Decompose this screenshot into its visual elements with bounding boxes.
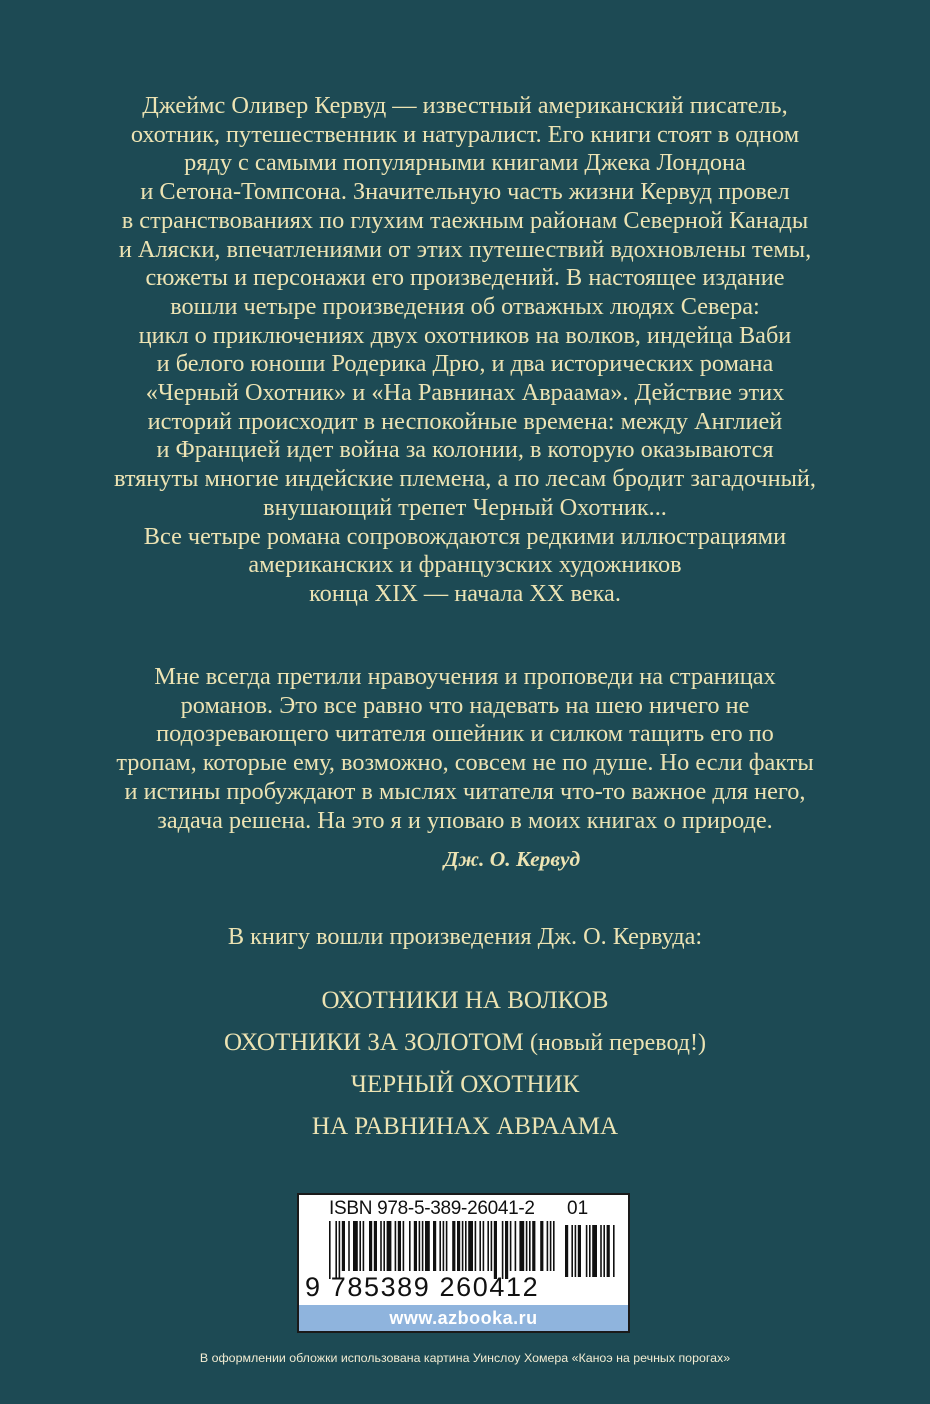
intro-line: внушающий трепет Черный Охотник... (263, 493, 667, 521)
work-title (60, 1022, 870, 1064)
work-title-text: ОХОТНИКИ ЗА ЗОЛОТОМ (224, 1029, 524, 1056)
work-note: (новый перевод!) (529, 1030, 706, 1056)
intro-line: Все четыре романа сопровождаются редкими иллюстрациями (143, 522, 787, 550)
barcode-bar (502, 1221, 504, 1279)
barcode-bar (439, 1221, 441, 1271)
barcode-bar (452, 1221, 455, 1271)
quote-line: и истины пробуждают в мыслях читателя что-то важное для него, (124, 777, 806, 805)
intro-line: и Францией идет война за колонии, в которую оказываются (156, 436, 774, 464)
addon-bar (565, 1225, 568, 1277)
barcode-bar (526, 1221, 528, 1271)
quote-line: подозревающего читателя ошейник и силком тащить его по (156, 720, 774, 748)
barcode-bar (529, 1221, 531, 1271)
barcode-bar (483, 1221, 485, 1271)
barcode-bar (380, 1221, 382, 1271)
publisher-url: www.azbooka.ru (299, 1305, 628, 1331)
intro-line: и белого юноши Родерика Дрю, и два исторических романа (156, 350, 774, 378)
barcode-bar (339, 1221, 341, 1279)
addon-bar (578, 1225, 581, 1277)
intro-paragraph (60, 92, 870, 609)
work-title (60, 1106, 870, 1148)
barcode-bar (515, 1221, 517, 1271)
barcode-bar (462, 1221, 464, 1271)
barcode-bar (369, 1221, 372, 1271)
quote-signature: Дж. О. Кервуд (443, 847, 581, 871)
barcode-bar (433, 1221, 436, 1271)
barcode-bar (383, 1221, 385, 1271)
barcode-bar (547, 1221, 549, 1271)
barcode-bar (443, 1221, 445, 1271)
works-list (60, 980, 870, 1148)
barcode-bar (353, 1221, 358, 1271)
intro-line: Джеймс Оливер Кервуд — известный американский писатель, (142, 92, 788, 119)
intro-line: «Черный Охотник» и «На Равнинах Авраама». Действие этих (145, 379, 785, 407)
barcode-bar (479, 1221, 481, 1271)
barcode-bar (487, 1221, 489, 1271)
intro-line: и Аляски, впечатлениями от этих путешествий вдохновлены темы, (118, 235, 812, 263)
intro-line: конца XIX — начала XX века. (309, 579, 621, 607)
quote-line: романов. Это все равно что надевать на шею ничего не (180, 691, 750, 719)
addon-bar (600, 1225, 602, 1277)
isbn-barcode (297, 1193, 630, 1333)
barcode-bar (519, 1221, 524, 1271)
barcode-bar (550, 1221, 552, 1271)
barcode-bar (342, 1221, 345, 1271)
intro-line: американских и французских художников (248, 551, 682, 579)
intro-line: охотник, путешественник и натуралист. Его книги стоят в одном (130, 120, 800, 148)
barcode-bar (403, 1221, 405, 1271)
barcode-bar (374, 1221, 377, 1271)
barcode-bar (395, 1221, 397, 1271)
intro-line: ряду с самыми популярными книгами Джека Лондона (184, 149, 746, 177)
barcode-bar (446, 1221, 448, 1271)
barcode-bar (335, 1221, 337, 1279)
intro-line: историй происходит в неспокойные времена: между Англией (147, 407, 783, 435)
quote-line: тропам, которые ему, возможно, совсем не по душе. Но если факты (116, 749, 814, 777)
barcode-bar (465, 1221, 467, 1271)
addon-bar (603, 1225, 605, 1277)
barcode-digits: 9 785389 260412 (305, 1272, 540, 1302)
barcode-bar (468, 1221, 473, 1271)
addon-bar (589, 1225, 591, 1277)
contents-heading: В книгу вошли произведения Дж. О. Кервуда: (227, 923, 703, 950)
author-quote (60, 663, 870, 835)
barcode-bar (510, 1221, 512, 1271)
work-title (60, 980, 870, 1022)
intro-line: в странствованиях по глухим таежным районам Северной Канады (121, 206, 809, 234)
work-title (60, 1064, 870, 1106)
addon-bar (586, 1225, 588, 1277)
intro-line: и Сетона-Томпсона. Значительную часть жизни Кервуд провел (140, 178, 790, 206)
quote-line: Мне всегда претили нравоучения и проповеди на страницах (154, 663, 776, 690)
barcode-bar (505, 1221, 508, 1279)
intro-line: сюжеты и персонажи его произведений. В настоящее издание (145, 264, 785, 292)
addon-bar (607, 1225, 610, 1277)
intro-line: цикл о приключениях двух охотников на волков, индейца Ваби (138, 321, 792, 349)
barcode-bar (494, 1221, 497, 1279)
work-title-text: ОХОТНИКИ НА ВОЛКОВ (321, 987, 609, 1014)
quote-line: задача решена. На это я и уповаю в моих книгах о природе. (157, 806, 773, 834)
addon-bar (575, 1225, 577, 1277)
barcode-bar (419, 1221, 421, 1271)
barcode-bar (532, 1221, 535, 1271)
barcode-bar (329, 1221, 331, 1279)
cover-art-credit: В оформлении обложки использована картина Уинслоу Хомера «Каноэ на речных порогах» (199, 1351, 731, 1365)
barcode-bar (540, 1221, 543, 1271)
addon-bar (613, 1225, 615, 1277)
addon-bar (592, 1225, 597, 1277)
isbn-label: ISBN 978-5-389-26041-2 (329, 1198, 535, 1219)
barcode-bar (348, 1221, 350, 1271)
barcode-bar (359, 1221, 361, 1271)
barcode-bar (398, 1221, 401, 1271)
barcode-bar (457, 1221, 460, 1271)
addon-bar (571, 1225, 573, 1277)
barcode-bar (475, 1221, 477, 1271)
barcode-bar (425, 1221, 430, 1271)
barcode-bar (363, 1221, 365, 1271)
barcode-bar (409, 1221, 411, 1271)
barcode-bar (491, 1221, 493, 1271)
intro-line: втянуты многие индейские племена, а по лесам бродит загадочный, (113, 465, 817, 493)
intro-line: вошли четыре произведения об отважных людях Севера: (170, 292, 760, 320)
barcode-bar (387, 1221, 392, 1271)
work-title-text: НА РАВНИНАХ АВРААМА (311, 1113, 619, 1140)
barcode-bar (422, 1221, 424, 1271)
barcode-bar (414, 1221, 417, 1271)
barcode-addon-label: 01 (567, 1198, 589, 1219)
work-title-text: ЧЕРНЫЙ ОХОТНИК (350, 1071, 580, 1098)
barcode-bar (553, 1221, 555, 1271)
